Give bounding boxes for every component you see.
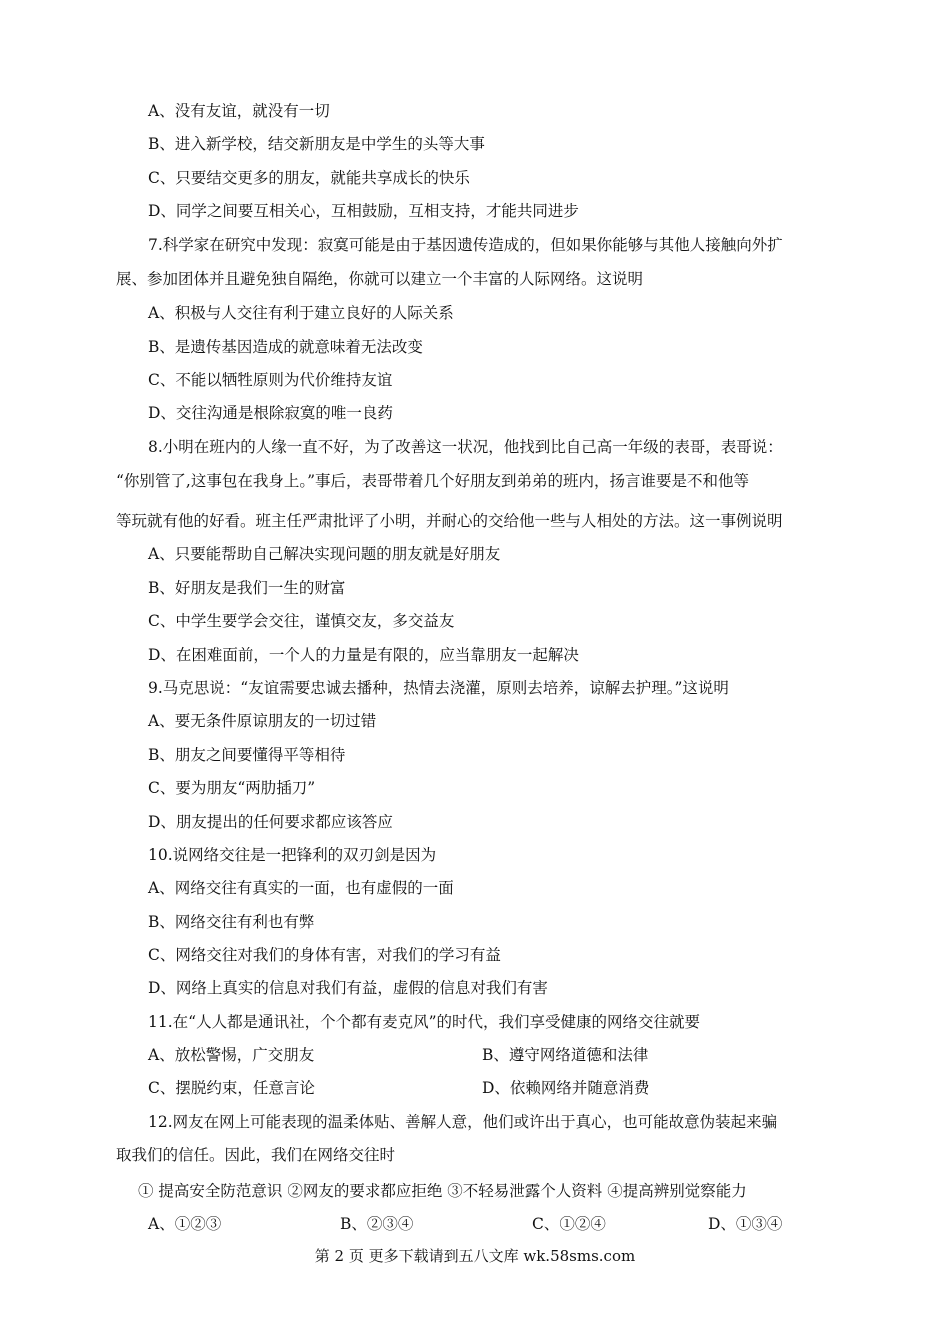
q12-option-d: D、①③④: [708, 1215, 783, 1233]
q11-option-a: A、放松警惕，广交朋友: [148, 1046, 315, 1064]
q12-option-a: A、①②③: [148, 1215, 222, 1233]
q9-option-b: B、朋友之间要懂得平等相待: [148, 746, 346, 764]
q7-stem-line2: 展、参加团体并且避免独自隔绝，你就可以建立一个丰富的人际网络。这说明: [116, 270, 644, 288]
q9-option-c: C、要为朋友“两肋插刀”: [148, 779, 316, 797]
q8-stem-line1: 8.小明在班内的人缘一直不好，为了改善这一状况，他找到比自己高一年级的表哥，表哥说：: [148, 438, 783, 456]
q9-stem: 9.马克思说：“友谊需要忠诚去播种，热情去浇灌，原则去培养，谅解去护理。”这说明: [148, 679, 729, 697]
q7-option-b: B、是遗传基因造成的就意味着无法改变: [148, 338, 423, 356]
q12-option-b: B、②③④: [340, 1215, 414, 1233]
q7-option-d: D、交往沟通是根除寂寞的唯一良药: [148, 404, 393, 422]
q8-stem-line2: “你别管了,这事包在我身上。”事后，表哥带着几个好朋友到弟弟的班内，扬言谁要是不和他等: [116, 472, 750, 490]
q8-option-d: D、在困难面前，一个人的力量是有限的，应当靠朋友一起解决: [148, 646, 579, 664]
q8-option-a: A、只要能帮助自己解决实现问题的朋友就是好朋友: [148, 545, 501, 563]
q7-option-a: A、积极与人交往有利于建立良好的人际关系: [148, 304, 454, 322]
q11-stem: 11.在“人人都是通讯社，个个都有麦克风”的时代，我们享受健康的网络交往就要: [148, 1013, 701, 1031]
q12-stem-line2: 取我们的信任。因此，我们在网络交往时: [116, 1146, 396, 1164]
q7-stem-line1: 7.科学家在研究中发现：寂寞可能是由于基因遗传造成的，但如果你能够与其他人接触向外扩: [148, 236, 783, 254]
q11-option-c: C、摆脱约束，任意言论: [148, 1079, 315, 1097]
q10-option-d: D、网络上真实的信息对我们有益，虚假的信息对我们有害: [148, 979, 548, 997]
q10-option-c: C、网络交往对我们的身体有害，对我们的学习有益: [148, 946, 501, 964]
q8-option-b: B、好朋友是我们一生的财富: [148, 579, 346, 597]
q10-option-a: A、网络交往有真实的一面，也有虚假的一面: [148, 879, 454, 897]
q6-option-d: D、同学之间要互相关心，互相鼓励，互相支持，才能共同进步: [148, 202, 579, 220]
q12-option-c: C、①②④: [532, 1215, 606, 1233]
q10-stem: 10.说网络交往是一把锋利的双刃剑是因为: [148, 846, 437, 864]
q11-option-b: B、遵守网络道德和法律: [482, 1046, 649, 1064]
q8-option-c: C、中学生要学会交往，谨慎交友，多交益友: [148, 612, 455, 630]
q8-stem-line3: 等玩就有他的好看。班主任严肃批评了小明，并耐心的交给他一些与人相处的方法。这一事例说明: [116, 512, 783, 530]
q12-stem-line1: 12.网友在网上可能表现的温柔体贴、善解人意，他们或许出于真心，也可能故意伪装起来骗: [148, 1113, 778, 1131]
page-footer: 第 2 页 更多下载请到五八文库 wk.58sms.com: [314, 1247, 636, 1265]
q10-option-b: B、网络交往有利也有弊: [148, 913, 315, 931]
q6-option-a: A、没有友谊，就没有一切: [148, 102, 330, 120]
q12-statements: ① 提高安全防范意识 ②网友的要求都应拒绝 ③不轻易泄露个人资料 ④提高辨别觉察能力: [138, 1182, 747, 1200]
q6-option-c: C、只要结交更多的朋友，就能共享成长的快乐: [148, 169, 470, 187]
q9-option-d: D、朋友提出的任何要求都应该答应: [148, 813, 393, 831]
q7-option-c: C、不能以牺牲原则为代价维持友谊: [148, 371, 393, 389]
q11-option-d: D、依赖网络并随意消费: [482, 1079, 650, 1097]
q6-option-b: B、进入新学校，结交新朋友是中学生的头等大事: [148, 135, 485, 153]
q9-option-a: A、要无条件原谅朋友的一切过错: [148, 712, 377, 730]
